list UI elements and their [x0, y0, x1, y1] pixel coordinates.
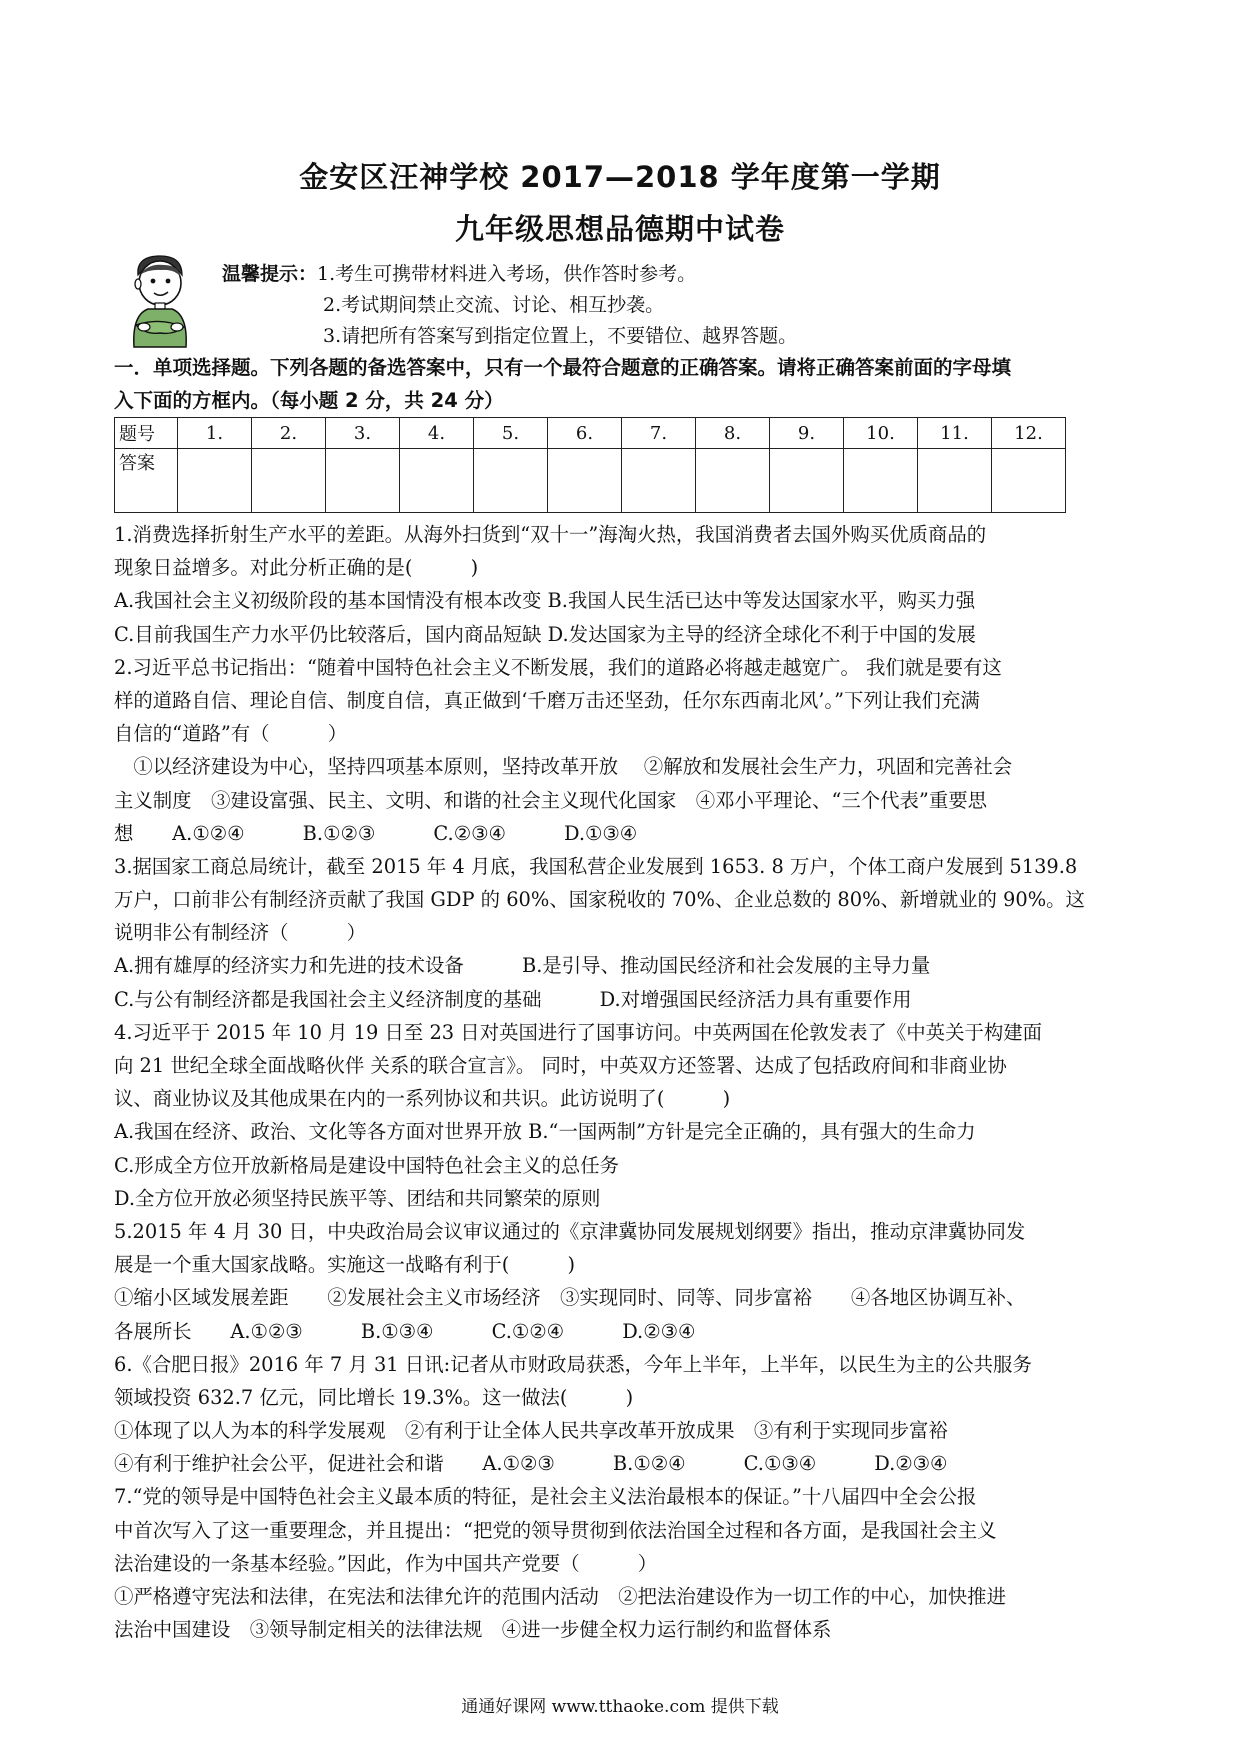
- question-number-cell: 1.: [178, 418, 252, 449]
- question-number-cell: 3.: [326, 418, 400, 449]
- answer-cell[interactable]: [844, 449, 918, 513]
- question-line: A.我国社会主义初级阶段的基本国情没有根本改变 B.我国人民生活已达中等发达国家水平，购买力强: [114, 589, 976, 613]
- question-line: 展是一个重大国家战略。实施这一战略有利于( ): [114, 1253, 576, 1277]
- section-heading-line: 一．单项选择题。下列各题的备选答案中，只有一个最符合题意的正确答案。请将正确答案前面的字母填: [114, 356, 1012, 379]
- question-line: A.我国在经济、政治、文化等各方面对世界开放 B.“一国两制”方针是完全正确的，具有强大的生命力: [114, 1120, 976, 1144]
- question-line: ①以经济建设为中心，坚持四项基本原则，坚持改革开放 ②解放和发展社会生产力，巩固和完善社会: [114, 755, 1013, 779]
- question-number-cell: 8.: [696, 418, 770, 449]
- question-line: 样的道路自信、理论自信、制度自信，真正做到‘千磨万击还坚劲，任尔东西南北风’。”下列让我们充满: [114, 688, 980, 712]
- question-line: 想 A.①②④ B.①②③ C.②③④ D.①③④: [114, 821, 638, 845]
- answer-cell[interactable]: [622, 449, 696, 513]
- question-number-cell: 6.: [548, 418, 622, 449]
- question-number-cell: 9.: [770, 418, 844, 449]
- tip-item: 1.考生可携带材料进入考场，供作答时参考。: [317, 263, 697, 285]
- cartoon-boy-icon: [124, 253, 196, 348]
- question-line: 2.习近平总书记指出：“随着中国特色社会主义不断发展，我们的道路必将越走越宽广。 我们就是要有这: [114, 655, 1002, 679]
- question-line: 自信的“道路”有（ ）: [114, 722, 348, 746]
- question-line: 万户，口前非公有制经济贡献了我国 GDP 的 60%、国家税收的 70%、企业总数的 80%、新增就业的 90%。这: [114, 888, 1085, 912]
- question-line: 1.消费选择折射生产水平的差距。从海外扫货到“双十一”海淘火热，我国消费者去国外购买优质商品的: [114, 523, 987, 546]
- question-number-cell: 12.: [992, 418, 1066, 449]
- answer-cell[interactable]: [918, 449, 992, 513]
- question-number-cell: 2.: [252, 418, 326, 449]
- question-line: 6.《合肥日报》2016 年 7 月 31 日讯:记者从市财政局获悉，今年上半年，上半年，以民生为主的公共服务: [114, 1352, 1032, 1376]
- row-header: 题号: [115, 418, 178, 449]
- question-line: ①缩小区域发展差距 ②发展社会主义市场经济 ③实现同时、同等、同步富裕 ④各地区协调互补、: [114, 1286, 1026, 1310]
- question-line: ①严格遵守宪法和法律，在宪法和法律允许的范围内活动 ②把法治建设作为一切工作的中心，加快推进: [114, 1585, 1006, 1608]
- question-line: C.形成全方位开放新格局是建设中国特色社会主义的总任务: [114, 1153, 620, 1177]
- question-line: C.与公有制经济都是我国社会主义经济制度的基础 D.对增强国民经济活力具有重要作用: [114, 987, 912, 1011]
- question-line: 向 21 世纪全球全面战略伙伴 关系的联合宣言》。 同时，中英双方还签署、达成了包括政府间和非商业协: [114, 1054, 1007, 1077]
- question-number-row: [115, 418, 1066, 449]
- answer-cell[interactable]: [178, 449, 252, 513]
- question-number-cell: 5.: [474, 418, 548, 449]
- question-line: 7.“党的领导是中国特色社会主义最本质的特征，是社会主义法治最根本的保证。”十八届四中全会公报: [114, 1485, 977, 1509]
- questions-body: [114, 518, 1126, 1646]
- question-line: 中首次写入了这一重要理念，并且提出：“把党的领导贯彻到依法治国全过程和各方面，是我国社会主义: [114, 1518, 997, 1542]
- question-line: A.拥有雄厚的经济实力和先进的技术设备 B.是引导、推动国民经济和社会发展的主导力量: [114, 954, 931, 978]
- question-number-cell: 4.: [400, 418, 474, 449]
- answer-cell[interactable]: [770, 449, 844, 513]
- answer-cell[interactable]: [696, 449, 770, 513]
- question-line: 法治中国建设 ③领导制定相关的法律法规 ④进一步健全权力运行制约和监督体系: [114, 1618, 832, 1642]
- answer-cell[interactable]: [548, 449, 622, 513]
- exam-subtitle: 九年级思想品德期中试卷: [454, 212, 785, 246]
- row-header: 答案: [115, 449, 178, 513]
- question-line: 现象日益增多。对此分析正确的是( ): [114, 556, 479, 580]
- question-line: 领域投资 632.7 亿元，同比增长 19.3%。这一做法( ): [114, 1385, 634, 1409]
- tip-item: 3.请把所有答案写到指定位置上，不要错位、越界答题。: [323, 325, 798, 347]
- question-line: ①体现了以人为本的科学发展观 ②有利于让全体人民共享改革开放成果 ③有利于实现同步富裕: [114, 1419, 948, 1443]
- question-number-cell: 7.: [622, 418, 696, 449]
- page-footer: 通通好课网 www.tthaoke.com 提供下载: [461, 1697, 779, 1717]
- answer-table: [114, 417, 1066, 513]
- question-line: 说明非公有制经济（ ）: [114, 921, 367, 945]
- answer-cell[interactable]: [400, 449, 474, 513]
- tip-item: 2.考试期间禁止交流、讨论、相互抄袭。: [323, 294, 665, 316]
- question-line: 4.习近平于 2015 年 10 月 19 日至 23 日对英国进行了国事访问。中英两国在伦敦发表了《中英关于构建面: [114, 1020, 1043, 1044]
- question-line: 主义制度 ③建设富强、民主、文明、和谐的社会主义现代化国家 ④邓小平理论、“三个代表”重要思: [114, 788, 988, 812]
- answer-cell[interactable]: [252, 449, 326, 513]
- answer-cell[interactable]: [474, 449, 548, 513]
- answer-row: [115, 449, 1066, 513]
- question-line: C.目前我国生产力水平仍比较落后，国内商品短缺 D.发达国家为主导的经济全球化不利于中国的发展: [114, 622, 976, 646]
- question-line: 5.2015 年 4 月 30 日，中央政治局会议审议通过的《京津冀协同发展规划纲要》指出，推动京津冀协同发: [114, 1219, 1026, 1243]
- question-line: 议、商业协议及其他成果在内的一系列协议和共识。此访说明了( ): [114, 1087, 731, 1111]
- question-line: 各展所长 A.①②③ B.①③④ C.①②④ D.②③④: [114, 1319, 696, 1343]
- tips-label: 温馨提示：: [222, 263, 318, 285]
- answer-cell[interactable]: [992, 449, 1066, 513]
- answer-cell[interactable]: [326, 449, 400, 513]
- question-number-cell: 10.: [844, 418, 918, 449]
- question-line: 3.据国家工商总局统计，截至 2015 年 4 月底，我国私营企业发展到 1653. 8 万户，个体工商户发展到 5139.8: [114, 854, 1078, 878]
- exam-title: 金安区汪神学校 2017—2018 学年度第一学期: [299, 160, 941, 194]
- question-line: 法治建设的一条基本经验。”因此，作为中国共产党要（ ）: [114, 1551, 658, 1575]
- question-line: ④有利于维护社会公平，促进社会和谐 A.①②③ B.①②④ C.①③④ D.②③④: [114, 1452, 948, 1476]
- section-heading: [114, 351, 1124, 417]
- tips-block: [222, 259, 797, 352]
- question-line: D.全方位开放必须坚持民族平等、团结和共同繁荣的原则: [114, 1186, 601, 1210]
- question-number-cell: 11.: [918, 418, 992, 449]
- section-heading-line: 入下面的方框内。（每小题 2 分，共 24 分）: [114, 389, 504, 413]
